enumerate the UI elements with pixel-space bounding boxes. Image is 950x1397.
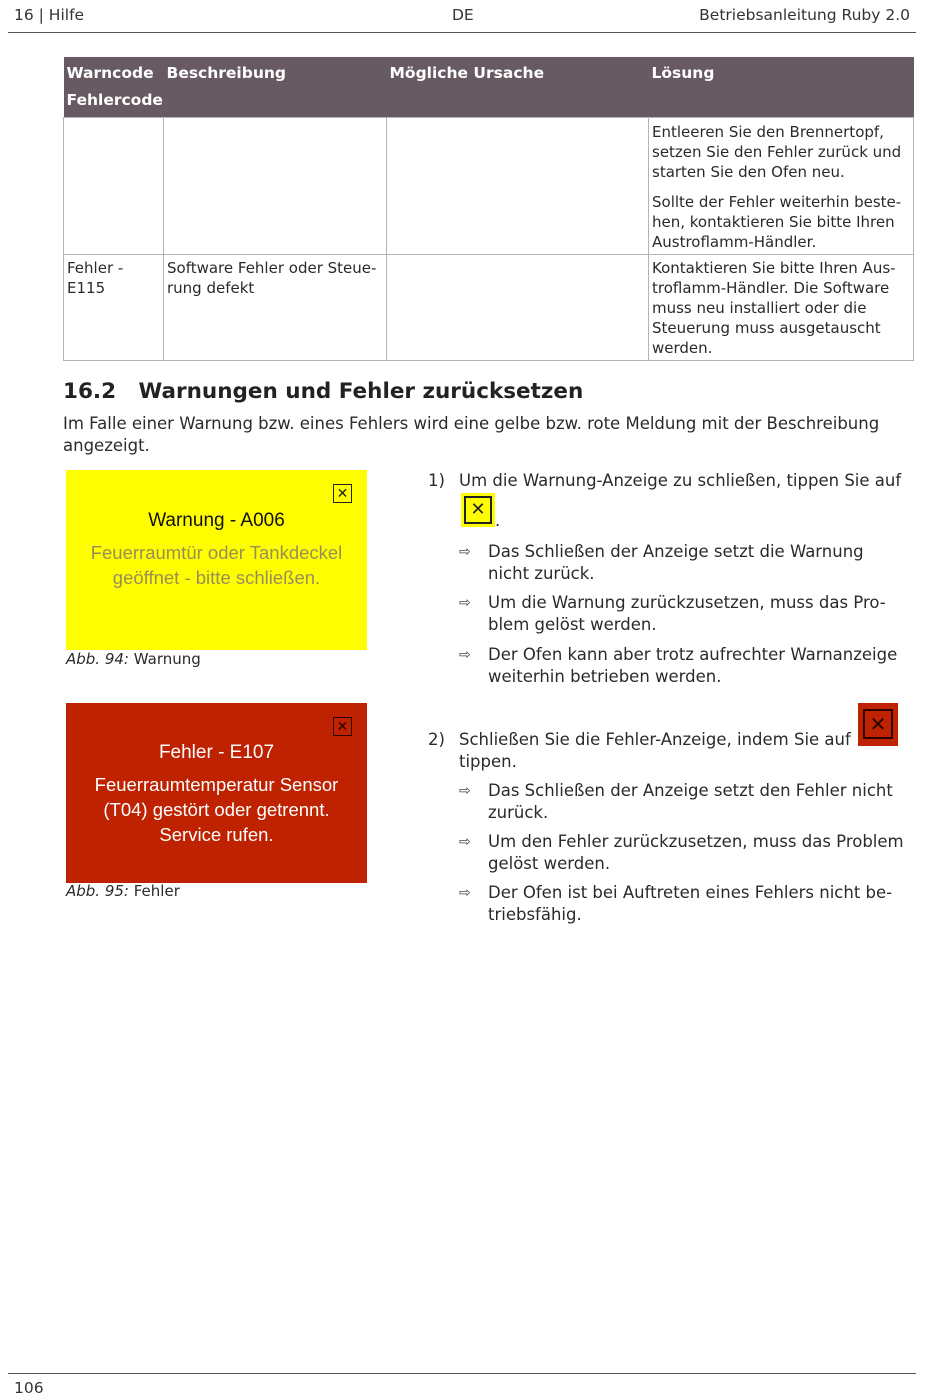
caption-text: Warnung — [128, 650, 201, 668]
step-instruction: Um die Warnung-Anzeige zu schließen, tippen Sie auf — [459, 471, 902, 490]
result-text: Um die Warnung zurückzusetzen, muss das Pro-blem gelöst werden. — [488, 593, 886, 634]
table-row — [64, 118, 914, 255]
column-header-warncode: Warncode — [66, 64, 154, 82]
result-arrow-icon: ⇨ — [459, 834, 471, 850]
error-notification-figure — [66, 703, 367, 883]
header-language: DE — [452, 6, 474, 24]
error-message-line: (T04) gestört oder getrennt. — [103, 799, 330, 820]
section-heading — [63, 379, 583, 404]
list-item — [459, 541, 899, 585]
list-item — [459, 882, 899, 926]
column-header-fehlercode: Fehlercode — [66, 91, 163, 109]
header-doc-title: Betriebsanleitung Ruby 2.0 — [699, 6, 910, 24]
column-header-cause: Mögliche Ursache — [387, 57, 649, 118]
cell-description: Software Fehler oder Steue-rung defekt — [164, 255, 387, 361]
result-text: Das Schließen der Anzeige setzt die Warnung nicht zurück. — [488, 542, 864, 583]
caption-number: Abb. 95: — [66, 882, 129, 900]
cell-description — [164, 118, 387, 255]
result-text: Der Ofen ist bei Auftreten eines Fehlers nicht be-triebsfähig. — [488, 883, 893, 924]
warning-message-line: geöffnet - bitte schließen. — [112, 567, 321, 588]
close-icon: ✕ — [333, 717, 352, 736]
close-icon: ✕ — [863, 709, 893, 739]
result-arrow-icon: ⇨ — [459, 647, 471, 663]
warning-notification-figure — [66, 470, 367, 650]
list-item — [459, 831, 904, 875]
warning-close-button-icon — [461, 493, 495, 527]
cell-code — [64, 118, 164, 255]
caption-number: Abb. 94: — [66, 650, 129, 668]
result-arrow-icon: ⇨ — [459, 544, 471, 560]
result-arrow-icon: ⇨ — [459, 595, 471, 611]
solution-text: Entleeren Sie den Brennertopf, setzen Sie den Fehler zurück und starten Sie den Ofen neu. — [652, 123, 902, 181]
error-code-table — [63, 57, 914, 361]
result-text: Das Schließen der Anzeige setzt den Fehler nicht zurück. — [488, 781, 893, 822]
page-number: 106 — [14, 1379, 44, 1397]
column-header-description: Beschreibung — [164, 57, 387, 118]
cell-cause — [387, 255, 649, 361]
list-item — [459, 644, 899, 688]
step-instruction: Schließen Sie die Fehler-Anzeige, indem Sie auf — [459, 730, 851, 749]
warning-title: Warnung - A006 — [148, 510, 285, 531]
table-header-row — [64, 57, 914, 118]
result-text: Der Ofen kann aber trotz aufrechter Warnanzeige weiterhin betrieben werden. — [488, 645, 898, 686]
warning-message — [66, 540, 367, 590]
cell-solution: Kontaktieren Sie bitte Ihren Aus-troflamm-Händler. Die Software muss neu installiert oder die Steuerung muss ausgetauscht werden. — [649, 255, 914, 361]
figure-caption-error — [66, 882, 180, 900]
cell-cause — [387, 118, 649, 255]
result-text: Um den Fehler zurückzusetzen, muss das Problem gelöst werden. — [488, 832, 904, 873]
figure-caption-warning — [66, 650, 201, 668]
step-instruction-cont: tippen. — [459, 752, 517, 771]
error-message-line: Feuerraumtemperatur Sensor — [94, 774, 339, 795]
solution-text: Sollte der Fehler weiterhin beste-hen, kontaktieren Sie bitte Ihren Austroflamm-Händler. — [652, 193, 902, 251]
cell-code: Fehler - E115 — [64, 255, 164, 361]
error-title: Fehler - E107 — [158, 742, 275, 763]
error-message — [66, 772, 367, 847]
column-header-solution: Lösung — [649, 57, 914, 118]
error-message-line: Service rufen. — [159, 824, 274, 845]
section-number: 16.2 — [63, 379, 117, 404]
close-icon: ✕ — [464, 496, 492, 524]
column-header-code — [64, 57, 164, 118]
result-arrow-icon: ⇨ — [459, 783, 471, 799]
cell-solution — [649, 118, 914, 255]
list-item — [459, 592, 899, 636]
result-arrow-icon: ⇨ — [459, 885, 471, 901]
caption-text: Fehler — [128, 882, 180, 900]
header-rule — [8, 32, 916, 33]
header-section: 16 | Hilfe — [14, 6, 85, 24]
table-row — [64, 255, 914, 361]
warning-message-line: Feuerraumtür oder Tankdeckel — [90, 542, 343, 563]
section-intro: Im Falle einer Warnung bzw. eines Fehlers wird eine gelbe bzw. rote Meldung mit der Beschreibung angezeigt. — [63, 414, 880, 455]
step-number: 2) — [428, 730, 445, 749]
step-number: 1) — [428, 471, 445, 490]
footer-rule — [8, 1373, 916, 1374]
list-item — [459, 780, 899, 824]
error-close-button-icon — [858, 703, 898, 746]
close-icon: ✕ — [333, 484, 352, 503]
section-title: Warnungen und Fehler zurücksetzen — [138, 379, 584, 404]
step-instruction-end: . — [495, 511, 501, 530]
